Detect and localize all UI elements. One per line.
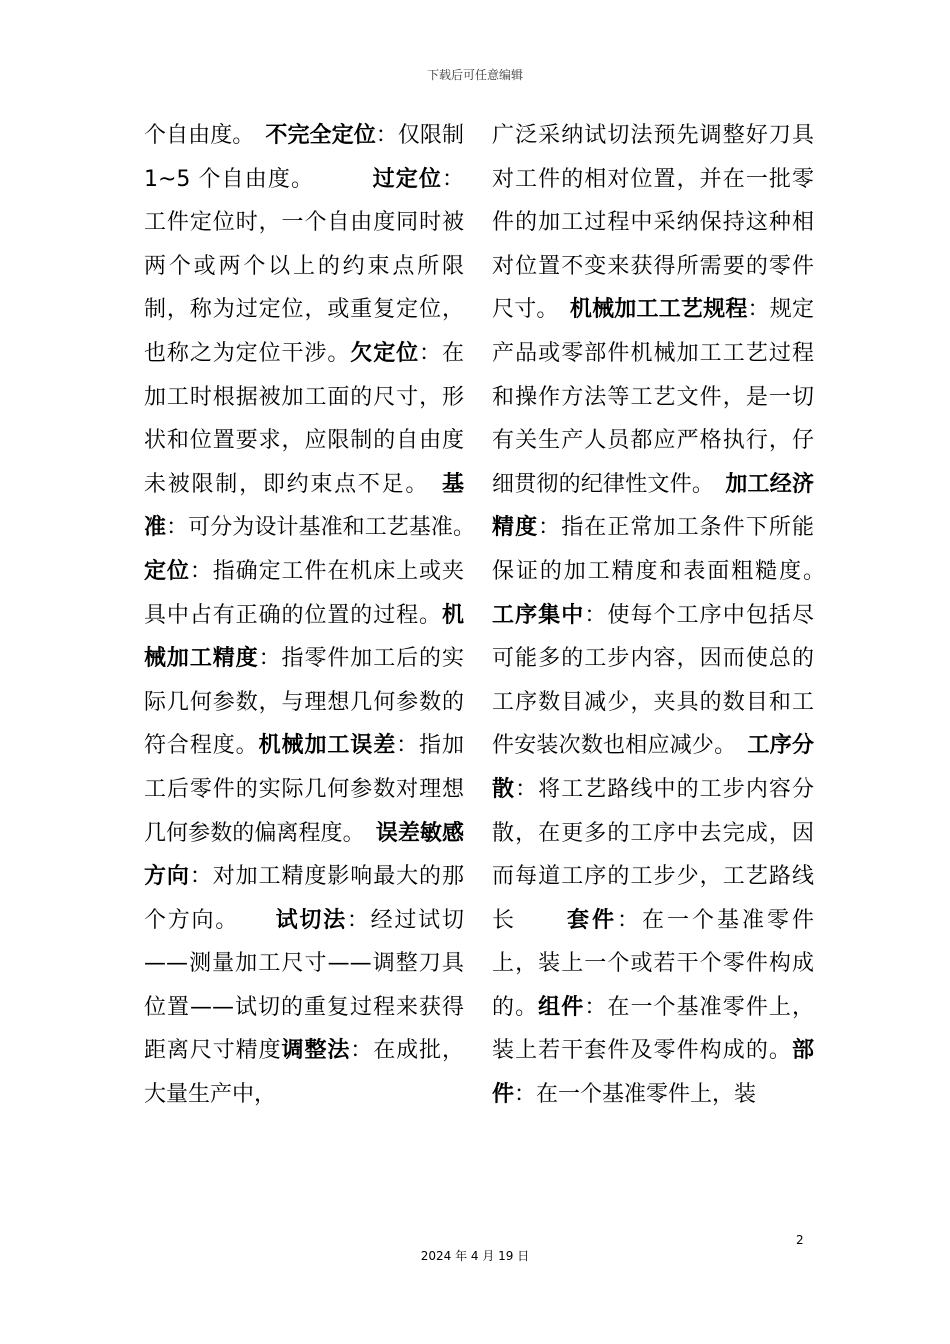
- text-run: ：在一个基准零件上，装上一个或若干个零件构成的。: [492, 907, 814, 1020]
- text-run: ：指在正常加工条件下所能保证的加工精度和表面粗糙度。: [492, 515, 814, 584]
- term-heading: 调整法: [281, 1038, 351, 1064]
- term-heading: 加工经济精度: [492, 471, 814, 541]
- left-text-column: [144, 114, 464, 1117]
- term-heading: 机械加工误差: [258, 733, 397, 759]
- spacing: [303, 167, 372, 192]
- spacing: [228, 908, 276, 933]
- spacing: [703, 472, 725, 497]
- term-heading: 工序分散: [492, 733, 814, 802]
- term-heading: 机械加工工艺规程: [569, 297, 748, 323]
- spacing: [354, 821, 376, 846]
- term-heading: 欠定位: [350, 340, 420, 366]
- left-paragraph: [144, 114, 464, 1117]
- term-heading: 组件: [538, 994, 585, 1020]
- right-text-column: [492, 114, 814, 1117]
- spacing: [243, 123, 265, 148]
- text-run: ：指加工后零件的实际几何参数对理想几何参数的偏离程度。: [144, 733, 464, 846]
- text-run: ：使每个工序中包括尽可能多的工步内容，因而使总的工序数目减少，夹具的数目和工件安装次数也相应减少。: [492, 602, 814, 759]
- term-heading: 基准: [144, 471, 464, 541]
- text-run: ：指零件加工后的实际几何参数，与理想几何参数的符合程度。: [144, 646, 464, 759]
- page-number: 2: [796, 1233, 804, 1247]
- spacing: [814, 559, 858, 584]
- text-run: ：经过试切——测量加工尺寸——调整刀具位置——试切的重复过程来获得距离尺寸精度: [144, 907, 464, 1064]
- text-run: ：在一个基准零件上，装: [514, 1082, 757, 1108]
- text-run: ：将工艺路线中的工步内容分散，在更多的工序中去完成，因而每道工序的工步少，工艺路线长: [492, 776, 814, 933]
- text-run: 广泛采纳试切法预先调整好刀具对工件的相对位置，并在一批零件的加工过程中采纳保持这种相对位置不变来获得所需要的零件尺寸。: [492, 123, 814, 323]
- term-heading: 机械加工精度: [144, 602, 464, 672]
- text-run: ：仅限制 1~5 个自由度。: [144, 123, 464, 192]
- term-heading: 部件: [492, 1038, 814, 1108]
- spacing: [548, 297, 570, 322]
- term-heading: 试切法: [275, 907, 347, 933]
- text-run: ：规定产品或零部件机械加工工艺过程和操作方法等工艺文件，是一切有关生产人员都应严格执行，仔细贯彻的纪律性文件。: [492, 297, 814, 497]
- text-run: ：工件定位时，一个自由度同时被两个或两个以上的约束点所限制，称为过定位，或重复定位，也称之为定位干涉。: [144, 166, 464, 366]
- text-run: ：指确定工件在机床上或夹具中占有正确的位置的过程。: [144, 558, 464, 628]
- text-run: ：在一个基准零件上，装上若干套件及零件构成的。: [492, 994, 814, 1064]
- term-heading: 定位: [144, 558, 190, 584]
- text-run: ：对加工精度影响最大的那个方向。: [144, 864, 464, 933]
- text-run: ：可分为设计基准和工艺基准。: [166, 515, 464, 541]
- term-heading: 误差敏感方向: [144, 820, 464, 890]
- term-heading: 套件: [567, 907, 617, 933]
- spacing: [725, 733, 747, 758]
- term-heading: 过定位: [372, 166, 442, 192]
- right-paragraph: [492, 114, 814, 1117]
- page-footer-date: 2024 年 4 月 19 日: [420, 1249, 530, 1263]
- spacing: [418, 472, 442, 497]
- page-header: 下载后可任意编辑: [426, 68, 523, 82]
- spacing: [517, 908, 567, 933]
- term-heading: 不完全定位: [265, 123, 376, 148]
- text-run: 个自由度。: [144, 123, 244, 148]
- text-run: ：在成批，大量生产中，: [144, 1038, 464, 1108]
- term-heading: 工序集中: [492, 602, 585, 628]
- text-run: ：在加工时根据被加工面的尺寸，形状和位置要求，应限制的自由度未被限制，即约束点不足。: [144, 340, 464, 497]
